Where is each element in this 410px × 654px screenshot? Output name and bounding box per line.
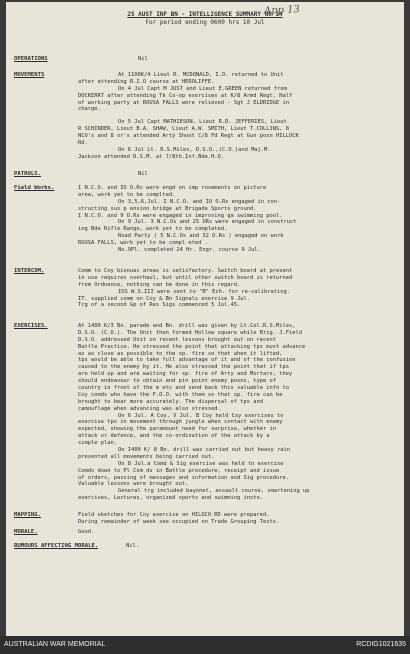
body-line: brought to bear more accurately. The dispersal of tps and xyxy=(78,398,263,405)
body-line: R SCHINDER, Lieut B.A. SHAW, Lieut A.W. SMITH, Lieut T.COLLINS, 8 xyxy=(78,126,289,133)
section-body-rumours xyxy=(126,543,396,550)
body-line: from Ordnance, nothing can be done in this regard. xyxy=(78,281,241,288)
body-line: ing Bde Rifle Range, work yet to be completed. xyxy=(78,226,228,233)
body-line: On 6 Jul Lt. R.S.Miles, D.S.O.,(C.O.)and Maj.M. xyxy=(118,146,271,153)
handwritten-annotation: App 13 xyxy=(263,4,301,17)
section-body-mapping xyxy=(78,512,400,526)
body-line: of working party at ROUSA FALLS were relieved - Sgt J ELDRIDGE in xyxy=(78,99,289,106)
section-label-mapping: MAPPING. xyxy=(14,512,41,518)
body-line: camouflage when advancing was also stressed. xyxy=(78,405,221,412)
body-line: Trg of a second Gp of Res Sigs commenced 5 Jul.45. xyxy=(78,302,241,309)
body-line: as as close as possible to the sp. fire so that when it lifted, xyxy=(78,350,283,357)
body-line: D.S.O. addressed Unit on recent lessons brought out on recent xyxy=(78,336,276,343)
body-line: At 1100K/4 Lieut R. MCDONALD, I.O. returned to Unit xyxy=(118,72,284,78)
body-line: On 9 Jul. 3 N.C.Os and 25 ORs were engaged in construct xyxy=(118,219,297,226)
archive-record-id: RCDIG1021635 xyxy=(356,641,406,648)
body-line: DOCKERRT after attending Tk Co-op exercises at K/8 Armd Regt. Half xyxy=(78,92,293,99)
body-line: expected, showing the paramount need for surprise, whether in xyxy=(78,426,276,433)
body-line: exercise tps in movement through jungle when contact with enemy xyxy=(78,419,283,426)
body-line: D.S.O. (C.O.). The Unit then formed Hollow square while Brig. J.Field xyxy=(78,329,302,336)
body-line: Good. xyxy=(78,529,95,535)
document-title: 25 AUST INF BN - INTELLIGENCE SUMMARY NO 14 xyxy=(127,11,283,18)
body-line: Valuable lessons were brought out. xyxy=(78,481,189,488)
body-line: attack or defence, and the co-ordination of the attack by a xyxy=(78,433,270,440)
section-body-patrols xyxy=(78,171,400,178)
body-line: On 6 Jul. A Coy, V Jul. B Coy held Coy exercises to xyxy=(118,412,284,419)
body-line: On 4 Jul Capt M JUST and Lieut E.GREEN returned from xyxy=(118,85,287,92)
section-label-exercises: EXERCISES. xyxy=(14,323,48,329)
body-line: General trg included bayonet, assault course, smartening up xyxy=(118,488,310,495)
body-line: NCO's and 8 or's attended Arty Shoot C/8 Fd Regt at Gun posn HILLOCK xyxy=(78,133,299,140)
section-body-exercises xyxy=(78,323,400,502)
body-line: Nil. xyxy=(126,543,139,549)
body-line: Field sketches for Coy exercise on HILOCO RD were prepared. xyxy=(78,512,270,518)
body-line: after attending R.I.O course at HEROLIFFE. xyxy=(78,78,215,85)
body-line: tps would be able to take full advantage of it and of the confusion xyxy=(78,357,296,364)
section-label-operations: OPERATIONS xyxy=(14,56,48,62)
body-line: exercises, Lectures, organized sports and swimming instn. xyxy=(78,495,263,502)
body-line: On 8 Jul.a Comd & Sig exercise was held to exercise xyxy=(118,460,284,467)
body-line: caused to the enemy by it. He also stressed the point that if tps xyxy=(78,364,289,371)
body-line: Battle Practice. He stressed the point that attacking tps must advance xyxy=(78,343,306,350)
body-line: During remainder of week see occupied on Trade Grouping Tests. xyxy=(78,518,280,525)
section-label-morale: MORALE. xyxy=(14,529,38,535)
body-line: simple plan. xyxy=(78,440,117,447)
body-line: On 3,5,6,Jul. I N.C.O. and IO O.Rs engaged in con- xyxy=(118,198,281,205)
document-page xyxy=(6,2,404,636)
body-line: prevented all movements being carried out. xyxy=(78,453,215,460)
archive-footer xyxy=(0,636,410,654)
body-line: On 5 Jul Capt MATHIESON, Lieut R.D. JEFFERIES, Lieut xyxy=(118,119,287,126)
body-line: No.9Pl. completed 24 Hr. Engr. course 9 Jul. xyxy=(118,247,261,254)
section-label-patrols: PATROLS. xyxy=(14,171,41,177)
body-line: Comds down to Pl Com ds in Battle procedure, receipt and issue xyxy=(78,467,280,474)
section-label-movements: MOVEMENTS xyxy=(14,72,45,78)
section-body-intercom xyxy=(78,268,400,309)
body-line: I N.C.O. and IO O.Rs were engd on imp rovements on picture xyxy=(78,185,267,191)
body-line: Nil xyxy=(138,171,148,177)
body-line: of orders, passing of messages and information and Sig procedure. xyxy=(78,474,289,481)
body-line: in use requires overhaul, but until other switch board is returned xyxy=(78,274,293,281)
body-line: Road Party ( 5 N.C.Os and 32 O.Rs ) engaged on work xyxy=(118,233,284,240)
body-line: I N.C.O. and 9 O.Rs were engaged in improving ga swimming pool. xyxy=(78,212,283,219)
section-label-intercom: INTERCOM. xyxy=(14,268,45,274)
section-body-field-works xyxy=(78,185,400,254)
body-line: structing sus p ension bridge at Brigade Sports ground. xyxy=(78,205,257,212)
section-label-field-works: Field Works. xyxy=(14,185,55,191)
body-line: Coy comds who have the F.O.O. with them so that sp. fire can be xyxy=(78,391,283,398)
section-label-rumours: RUMOURS AFFECTING MORALE. xyxy=(14,543,99,549)
body-line: should endeavour to obtain and pin point enemy posns, type of xyxy=(78,378,276,385)
body-line: are held up and are waiting for sp. fire of Arty and Mortars, they xyxy=(78,371,293,378)
document-subtitle: For period ending 0600 hrs 10 Jul xyxy=(145,19,265,26)
body-line: area, work yet to be complted. xyxy=(78,191,176,198)
body-line: Nil xyxy=(138,56,148,62)
section-body-operations xyxy=(78,56,400,63)
body-line: Rd. xyxy=(78,140,88,147)
body-line: country in front of the m etc and send back this valuable info to xyxy=(78,385,289,392)
body-line: On I400 K/ 8 Bn. drill was carried out but heavy rain xyxy=(118,447,291,454)
body-line: charge. xyxy=(78,106,101,113)
body-line: ROUSA FALLS, work yet to be compl eted . xyxy=(78,240,208,247)
body-line: At 1400 K/3 Bn. parade and Bn. drill was given by Lt.Col.R.S.Miles, xyxy=(78,323,296,329)
body-line: IOS W.S.III were sent to "B" Ech. for re-calibrating. xyxy=(118,288,291,295)
section-body-morale xyxy=(78,529,400,536)
body-line: IT. supplied comm on Coy & Bn Signals exercise 9 Jul. xyxy=(78,295,251,302)
body-line: Comm to Coy bivouac areas is satisfactory. Switch board at present xyxy=(78,268,293,274)
body-line: Jackson attended D.S.M. at 7/8th.Inf.Bde.H.Q. xyxy=(78,153,225,160)
archive-name: AUSTRALIAN WAR MEMORIAL xyxy=(4,641,106,648)
section-body-movements xyxy=(78,72,400,161)
